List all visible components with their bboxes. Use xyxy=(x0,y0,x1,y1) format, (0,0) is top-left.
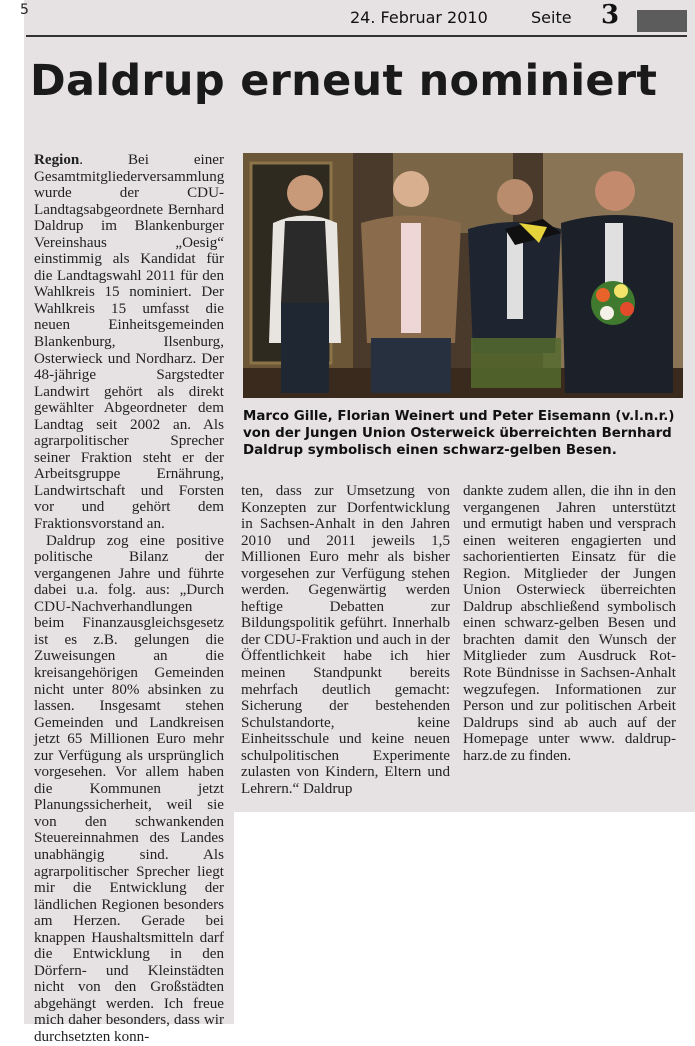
issue-date: 24. Februar 2010 xyxy=(350,8,488,27)
headline: Daldrup erneut nominiert xyxy=(30,56,658,106)
page-number: 3 xyxy=(601,0,620,30)
page-label: Seite xyxy=(531,8,572,27)
header-bar-decoration xyxy=(637,10,687,32)
paragraph-2-part-3: dankte zudem allen, die ihn in den vergangenen Jahren unterstützt und ermutigt haben und versprach einen weiteren engagierten und sachorientierten Einsatz für die Region. Mitglieder der Jungen Union Osterwieck überreichten Daldrup abschließend symbolisch einen schwarz-gelben Besen und brachten damit den Wunsch der Mitglieder zum Ausdruck Rot-Rote Bündnisse in Sachsen-Anhalt wegzufegen. Informationen zur Person und zur politischen Arbeit Daldrups sind ab auch auf der Homepage unter www. daldrup-harz.de zu finden. xyxy=(463,483,676,764)
article-column-1 xyxy=(34,152,224,1046)
paragraph-2-part-1: Daldrup zog eine positive politische Bilanz der vergangenen Jahre und führte dabei u.a. folg. aus: „Durch CDU-Nachverhandlungen beim Finanzausgleichsgesetz ist es z.B. gelungen die Zuweisungen an die kreisangehörigen Gemeinden nicht unter 80% absinken zu lassen. Insgesamt stehen Gemeinden und Landkreisen jetzt 65 Millionen Euro mehr zur Verfügung als ursprünglich vorgesehen. Vor allem haben die Kommunen jetzt Planungssicherheit, weil sie von den schwankenden Steuereinnahmen des Landes unabhängig sind. Als agrarpolitischer Sprecher liegt mir die Entwicklung der ländlichen Regionen besonders am Herzen. Gerade bei knappen Haushaltsmitteln darf die Entwicklung in den Dörfern- und Kleinstädten nicht von den Großstädten abgehängt werden. Ich freue mich daher besonders, dass wir durchsetzten konn- xyxy=(34,532,224,1045)
article-photo xyxy=(243,153,683,398)
paragraph-2-part-2: ten, dass zur Umsetzung von Konzepten zur Dorfentwicklung in Sachsen-Anhalt in den Jahren 2010 und 2011 jeweils 1,5 Millionen Euro mehr als bisher vorgesehen zur Verfügung stehen werden. Gegenwärtig werden heftige Debatten zur Bildungspolitik geführt. Innerhalb der CDU-Fraktion und auch in der Öffentlichkeit habe ich hier meinen Standpunkt bereits mehrfach deutlich gemacht: Sicherung der bestehenden Schulstandorte, keine Einheitsschule und keine neuen schulpolitischen Experimente zulasten von Kindern, Eltern und Lehrern.“ Daldrup xyxy=(241,483,450,797)
article-column-2 xyxy=(241,483,450,797)
paragraph-1-text: . Bei einer Gesamtmitgliederversammlung wurde der CDU-Landtagsabgeordnete Bernhard Daldrup im Blankenburger Vereinshaus „Oesig“ einstimmig als Kandidat für die Landtagswahl 2011 für den Wahlkreis 15 nominiert. Der Wahlkreis 15 umfasst die neuen Einheitsgemeinden Blankenburg, Ilsenburg, Osterwieck und Nordharz. Der 48-jährige Sargstedter Landwirt gehört als direkt gewählter Abgeordneter dem Landtag seit 2002 an. Als agrarpolitischer Sprecher seiner Fraktion steht er der Arbeitsgruppe Ernährung, Landwirtschaft und Forsten vor und gehört dem Fraktionsvorstand an. xyxy=(34,152,225,533)
header-rule xyxy=(26,35,687,37)
page-mark: 5 xyxy=(20,2,29,18)
article-column-3 xyxy=(463,483,676,764)
paragraph-1 xyxy=(34,152,224,533)
photo-caption: Marco Gille, Florian Weinert und Peter Eisemann (v.l.n.r.) von der Jungen Union Osterweick überreichten Bernhard Daldrup symbolisch einen schwarz-gelben Besen. xyxy=(243,409,675,458)
flower-bouquet xyxy=(591,281,635,325)
photo-illustration xyxy=(243,153,683,398)
lead-word: Region xyxy=(34,152,80,168)
